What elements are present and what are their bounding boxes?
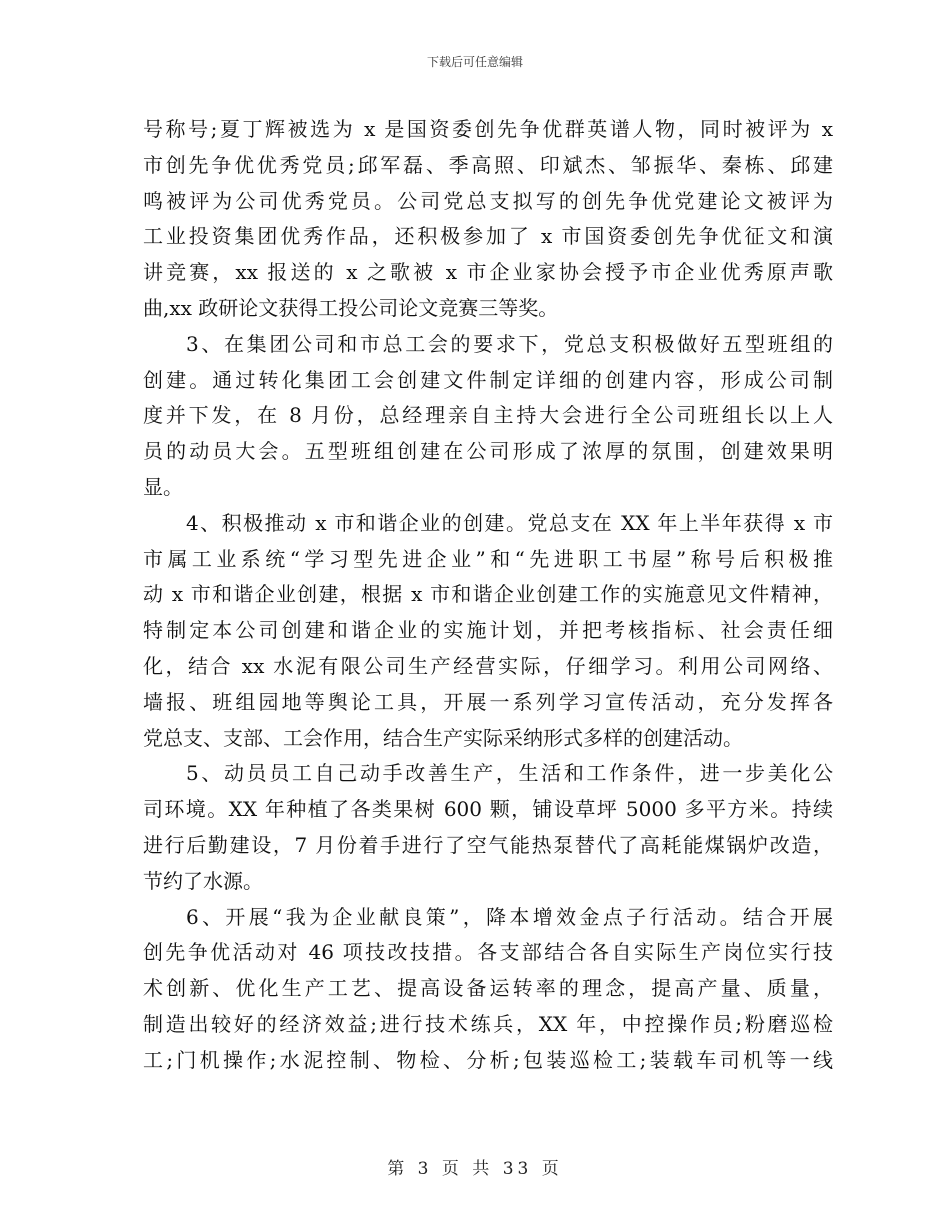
paragraph-line: 市创先争优优秀党员;邱军磊、季高照、印斌杰、邹振华、秦栋、邱建	[143, 152, 833, 177]
paragraph-line: 特制定本公司创建和谐企业的实施计划，并把考核指标、社会责任细	[143, 618, 833, 643]
paragraph-line: 进行后勤建设，7 月份着手进行了空气能热泵替代了高耗能煤锅炉改造，	[143, 832, 833, 857]
paragraph-line: 化，结合 xx 水泥有限公司生产经营实际，仔细学习。利用公司网络、	[143, 653, 833, 678]
paragraph-line: 5、动员员工自己动手改善生产，生活和工作条件，进一步美化公	[186, 761, 833, 786]
paragraph-line: 鸣被评为公司优秀党员。公司党总支拟写的创先争优党建论文被评为	[143, 188, 833, 213]
paragraph-line: 司环境。XX 年种植了各类果树 600 颗，铺设草坪 5000 多平方米。持续	[143, 797, 833, 822]
paragraph-line: 6、开展“我为企业献良策”，降本增效金点子行活动。结合开展	[186, 904, 833, 929]
paragraph-line: 讲竞赛，xx 报送的 x 之歌被 x 市企业家协会授予市企业优秀原声歌	[143, 260, 833, 285]
paragraph-line: 节约了水源。	[143, 868, 263, 893]
paragraph-line: 创先争优活动对 46 项技改技措。各支部结合各自实际生产岗位实行技	[143, 940, 833, 965]
paragraph-line: 员的动员大会。五型班组创建在公司形成了浓厚的氛围，创建效果明	[143, 439, 833, 464]
paragraph-line: 曲,xx 政研论文获得工投公司论文竞赛三等奖。	[143, 295, 559, 320]
paragraph-line: 墙报、班组园地等舆论工具，开展一系列学习宣传活动，充分发挥各	[143, 689, 833, 714]
page-header: 下载后可任意编辑	[426, 55, 523, 69]
paragraph-line: 工;门机操作;水泥控制、物检、分析;包装巡检工;装载车司机等一线	[143, 1047, 833, 1072]
paragraph-line: 显。	[143, 474, 183, 499]
paragraph-line: 3、在集团公司和市总工会的要求下，党总支积极做好五型班组的	[186, 331, 833, 356]
paragraph-line: 创建。通过转化集团工会创建文件制定详细的创建内容，形成公司制	[143, 367, 833, 392]
paragraph-line: 工业投资集团优秀作品，还积极参加了 x 市国资委创先争优征文和演	[143, 224, 833, 249]
paragraph-line: 制造出较好的经济效益;进行技术练兵，XX 年，中控操作员;粉磨巡检	[143, 1011, 833, 1036]
paragraph-line: 市属工业系统“学习型先进企业”和“先进职工书屋”称号后积极推	[143, 546, 833, 571]
paragraph-line: 4、积极推动 x 市和谐企业的创建。党总支在 XX 年上半年获得 x 市	[186, 510, 833, 535]
document-body	[143, 112, 833, 1079]
paragraph-line: 号称号;夏丁辉被选为 x 是国资委创先争优群英谱人物，同时被评为 x	[143, 117, 833, 141]
paragraph-line: 度并下发，在 8 月份，总经理亲自主持大会进行全公司班组长以上人	[143, 403, 833, 428]
paragraph-line: 党总支、支部、工会作用，结合生产实际采纳形式多样的创建活动。	[143, 725, 743, 750]
paragraph-line: 动 x 市和谐企业创建，根据 x 市和谐企业创建工作的实施意见文件精神，	[143, 582, 833, 607]
page-number-footer: 第 3 页 共 33 页	[387, 1159, 563, 1179]
paragraph-line: 术创新、优化生产工艺、提高设备运转率的理念，提高产量、质量，	[143, 976, 833, 1001]
